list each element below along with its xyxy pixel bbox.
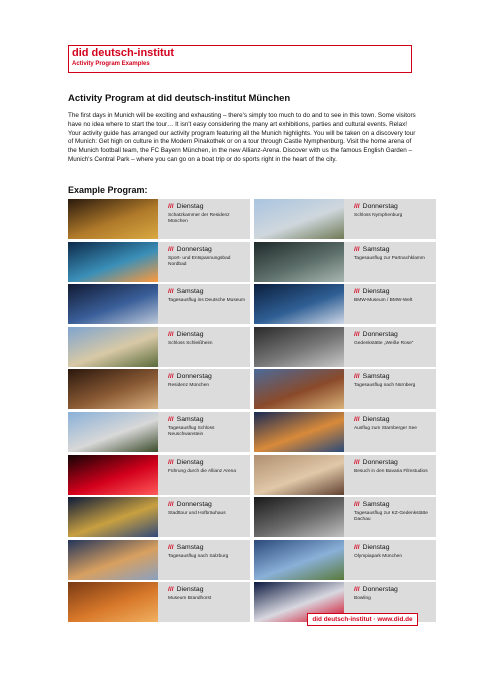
footer-badge[interactable]: did deutsch-institut · www.did.de <box>307 613 418 626</box>
program-description: Tagesausflug zur Partnachklamm <box>354 255 425 261</box>
program-day-label: Dienstag <box>362 288 390 296</box>
program-day-label: Samstag <box>362 501 390 509</box>
page-title: Activity Program at did deutsch-institut München <box>68 93 291 104</box>
slash-marker: /// <box>168 330 174 338</box>
activity-photo <box>68 284 158 324</box>
activity-photo <box>254 284 344 324</box>
activity-photo <box>68 540 158 580</box>
program-day <box>168 203 248 210</box>
program-description: Führung durch die Allianz Arena <box>168 468 236 474</box>
program-item <box>254 369 436 409</box>
slash-marker: /// <box>354 373 360 381</box>
program-item <box>68 582 250 622</box>
program-day-label: Dienstag <box>176 330 204 338</box>
activity-photo <box>254 242 344 282</box>
brand-name: did deutsch-institut <box>72 47 175 59</box>
intro-paragraph: The first days in Munich will be exciting and exhausting – there's simply too much to do and to see in this town. Some visitors have no idea where to start the tour… It isn't easy considering the many art exhibitions, parties and cultural events. Relax! Your activity guide has arranged our activity program featuring all the Munich highlights. You will be taken on a discovery tour of Munich: Get high on culture in the Modern Pinakothek or on a tour through Castle Nymphenburg. Visit the home arena of the Munich football team, the FC Bayern München, in the new Allianz-Arena. Discover with us the famous English Garden – Munich's Central Park – where you can go on a boat trip or do sports right in the heart of the city. <box>68 112 416 163</box>
slash-marker: /// <box>168 543 174 551</box>
program-item <box>254 540 436 580</box>
program-item <box>254 327 436 367</box>
activity-photo <box>254 497 344 537</box>
program-item <box>254 242 436 282</box>
program-item <box>254 455 436 495</box>
slash-marker: /// <box>354 458 360 466</box>
program-day <box>354 331 434 338</box>
program-item <box>68 327 250 367</box>
program-description: Tagesausflug nach Salzburg <box>168 553 229 559</box>
program-day <box>354 373 434 380</box>
program-day <box>354 246 434 253</box>
program-day-label: Dienstag <box>362 543 390 551</box>
activity-photo <box>68 412 158 452</box>
header-box <box>68 45 412 73</box>
program-description: Tagesausflug zur KZ-Gedenkstätte Dachau <box>354 511 428 523</box>
slash-marker: /// <box>354 288 360 296</box>
program-description: Gedenkstätte „Weiße Rose“ <box>354 340 414 346</box>
slash-marker: /// <box>168 203 174 210</box>
slash-marker: /// <box>354 543 360 551</box>
program-day-label: Donnerstag <box>176 245 212 253</box>
slash-marker: /// <box>168 458 174 466</box>
header-subtitle: Activity Program Examples <box>72 61 150 67</box>
activity-photo <box>254 199 344 239</box>
activity-photo <box>254 540 344 580</box>
program-description: Bowling <box>354 596 371 602</box>
program-item <box>68 412 250 452</box>
activity-photo <box>68 199 158 239</box>
program-description: Schloss Schleißheim <box>168 340 213 346</box>
program-day-label: Donnerstag <box>362 458 398 466</box>
program-day-label: Dienstag <box>176 203 204 210</box>
program-day-label: Samstag <box>176 288 204 296</box>
slash-marker: /// <box>168 586 174 594</box>
program-day-label: Donnerstag <box>176 501 212 509</box>
program-day-label: Donnerstag <box>362 203 398 210</box>
activity-photo <box>68 582 158 622</box>
program-description: Tagesausflug nach Nürnberg <box>354 383 416 389</box>
program-description: Tagesausflug Schloss Neuschwanstein <box>168 426 215 438</box>
activity-photo <box>68 455 158 495</box>
activity-photo <box>68 327 158 367</box>
activity-photo <box>254 412 344 452</box>
slash-marker: /// <box>168 288 174 296</box>
program-item <box>68 369 250 409</box>
program-day <box>168 331 248 338</box>
program-day <box>354 501 434 508</box>
program-day <box>354 459 434 466</box>
program-day <box>354 288 434 295</box>
program-day-label: Samstag <box>362 245 390 253</box>
program-day-label: Donnerstag <box>362 330 398 338</box>
program-day <box>168 288 248 295</box>
section-title: Example Program: <box>68 185 148 195</box>
activity-photo <box>68 497 158 537</box>
activity-photo <box>254 327 344 367</box>
program-item <box>254 412 436 452</box>
program-description: Stadttour und Hofbräuhaus <box>168 511 226 517</box>
program-description: Tagesausflug ins Deutsche Museum <box>168 298 246 304</box>
activity-photo <box>254 369 344 409</box>
program-item <box>68 540 250 580</box>
program-day <box>168 416 248 423</box>
program-day <box>168 586 248 593</box>
program-item <box>254 199 436 239</box>
program-day-label: Donnerstag <box>362 586 398 594</box>
program-item <box>68 497 250 537</box>
program-day-label: Dienstag <box>176 586 204 594</box>
program-description: Olympiapark München <box>354 553 402 559</box>
program-day-label: Samstag <box>176 543 204 551</box>
slash-marker: /// <box>354 501 360 509</box>
slash-marker: /// <box>168 416 174 423</box>
program-day <box>354 203 434 210</box>
program-day <box>168 373 248 380</box>
program-day <box>168 544 248 551</box>
program-day-label: Donnerstag <box>176 373 212 381</box>
program-item <box>68 199 250 239</box>
slash-marker: /// <box>168 245 174 253</box>
program-item <box>254 497 436 537</box>
program-day-label: Samstag <box>176 416 204 423</box>
program-day <box>168 246 248 253</box>
program-description: BMW-Museum / BMW-Welt <box>354 298 413 304</box>
slash-marker: /// <box>354 203 360 210</box>
program-description: Besuch in den Bavaria Filmstudios <box>354 468 428 474</box>
program-description: Schloss Nymphenburg <box>354 213 403 218</box>
program-day <box>354 416 434 423</box>
slash-marker: /// <box>354 586 360 594</box>
program-item <box>254 284 436 324</box>
program-day-label: Dienstag <box>176 458 204 466</box>
activity-photo <box>254 455 344 495</box>
program-description: Ausflug zum Starnberger See <box>354 426 417 431</box>
slash-marker: /// <box>354 330 360 338</box>
program-day-label: Samstag <box>362 373 390 381</box>
program-item <box>68 242 250 282</box>
program-day <box>354 586 434 593</box>
program-description: Schatzkammer der Residenz München <box>168 213 230 225</box>
slash-marker: /// <box>354 245 360 253</box>
program-description: Museum Brandhorst <box>168 596 212 602</box>
activity-photo <box>68 242 158 282</box>
program-day <box>168 459 248 466</box>
program-day <box>168 501 248 508</box>
program-description: Residenz München <box>168 383 210 389</box>
program-item <box>68 455 250 495</box>
program-day <box>354 544 434 551</box>
program-description: Sport- und Entspannungsbad Nordbad <box>168 255 231 267</box>
slash-marker: /// <box>354 416 360 423</box>
program-day-label: Dienstag <box>362 416 390 423</box>
slash-marker: /// <box>168 373 174 381</box>
activity-photo <box>68 369 158 409</box>
program-item <box>68 284 250 324</box>
slash-marker: /// <box>168 501 174 509</box>
